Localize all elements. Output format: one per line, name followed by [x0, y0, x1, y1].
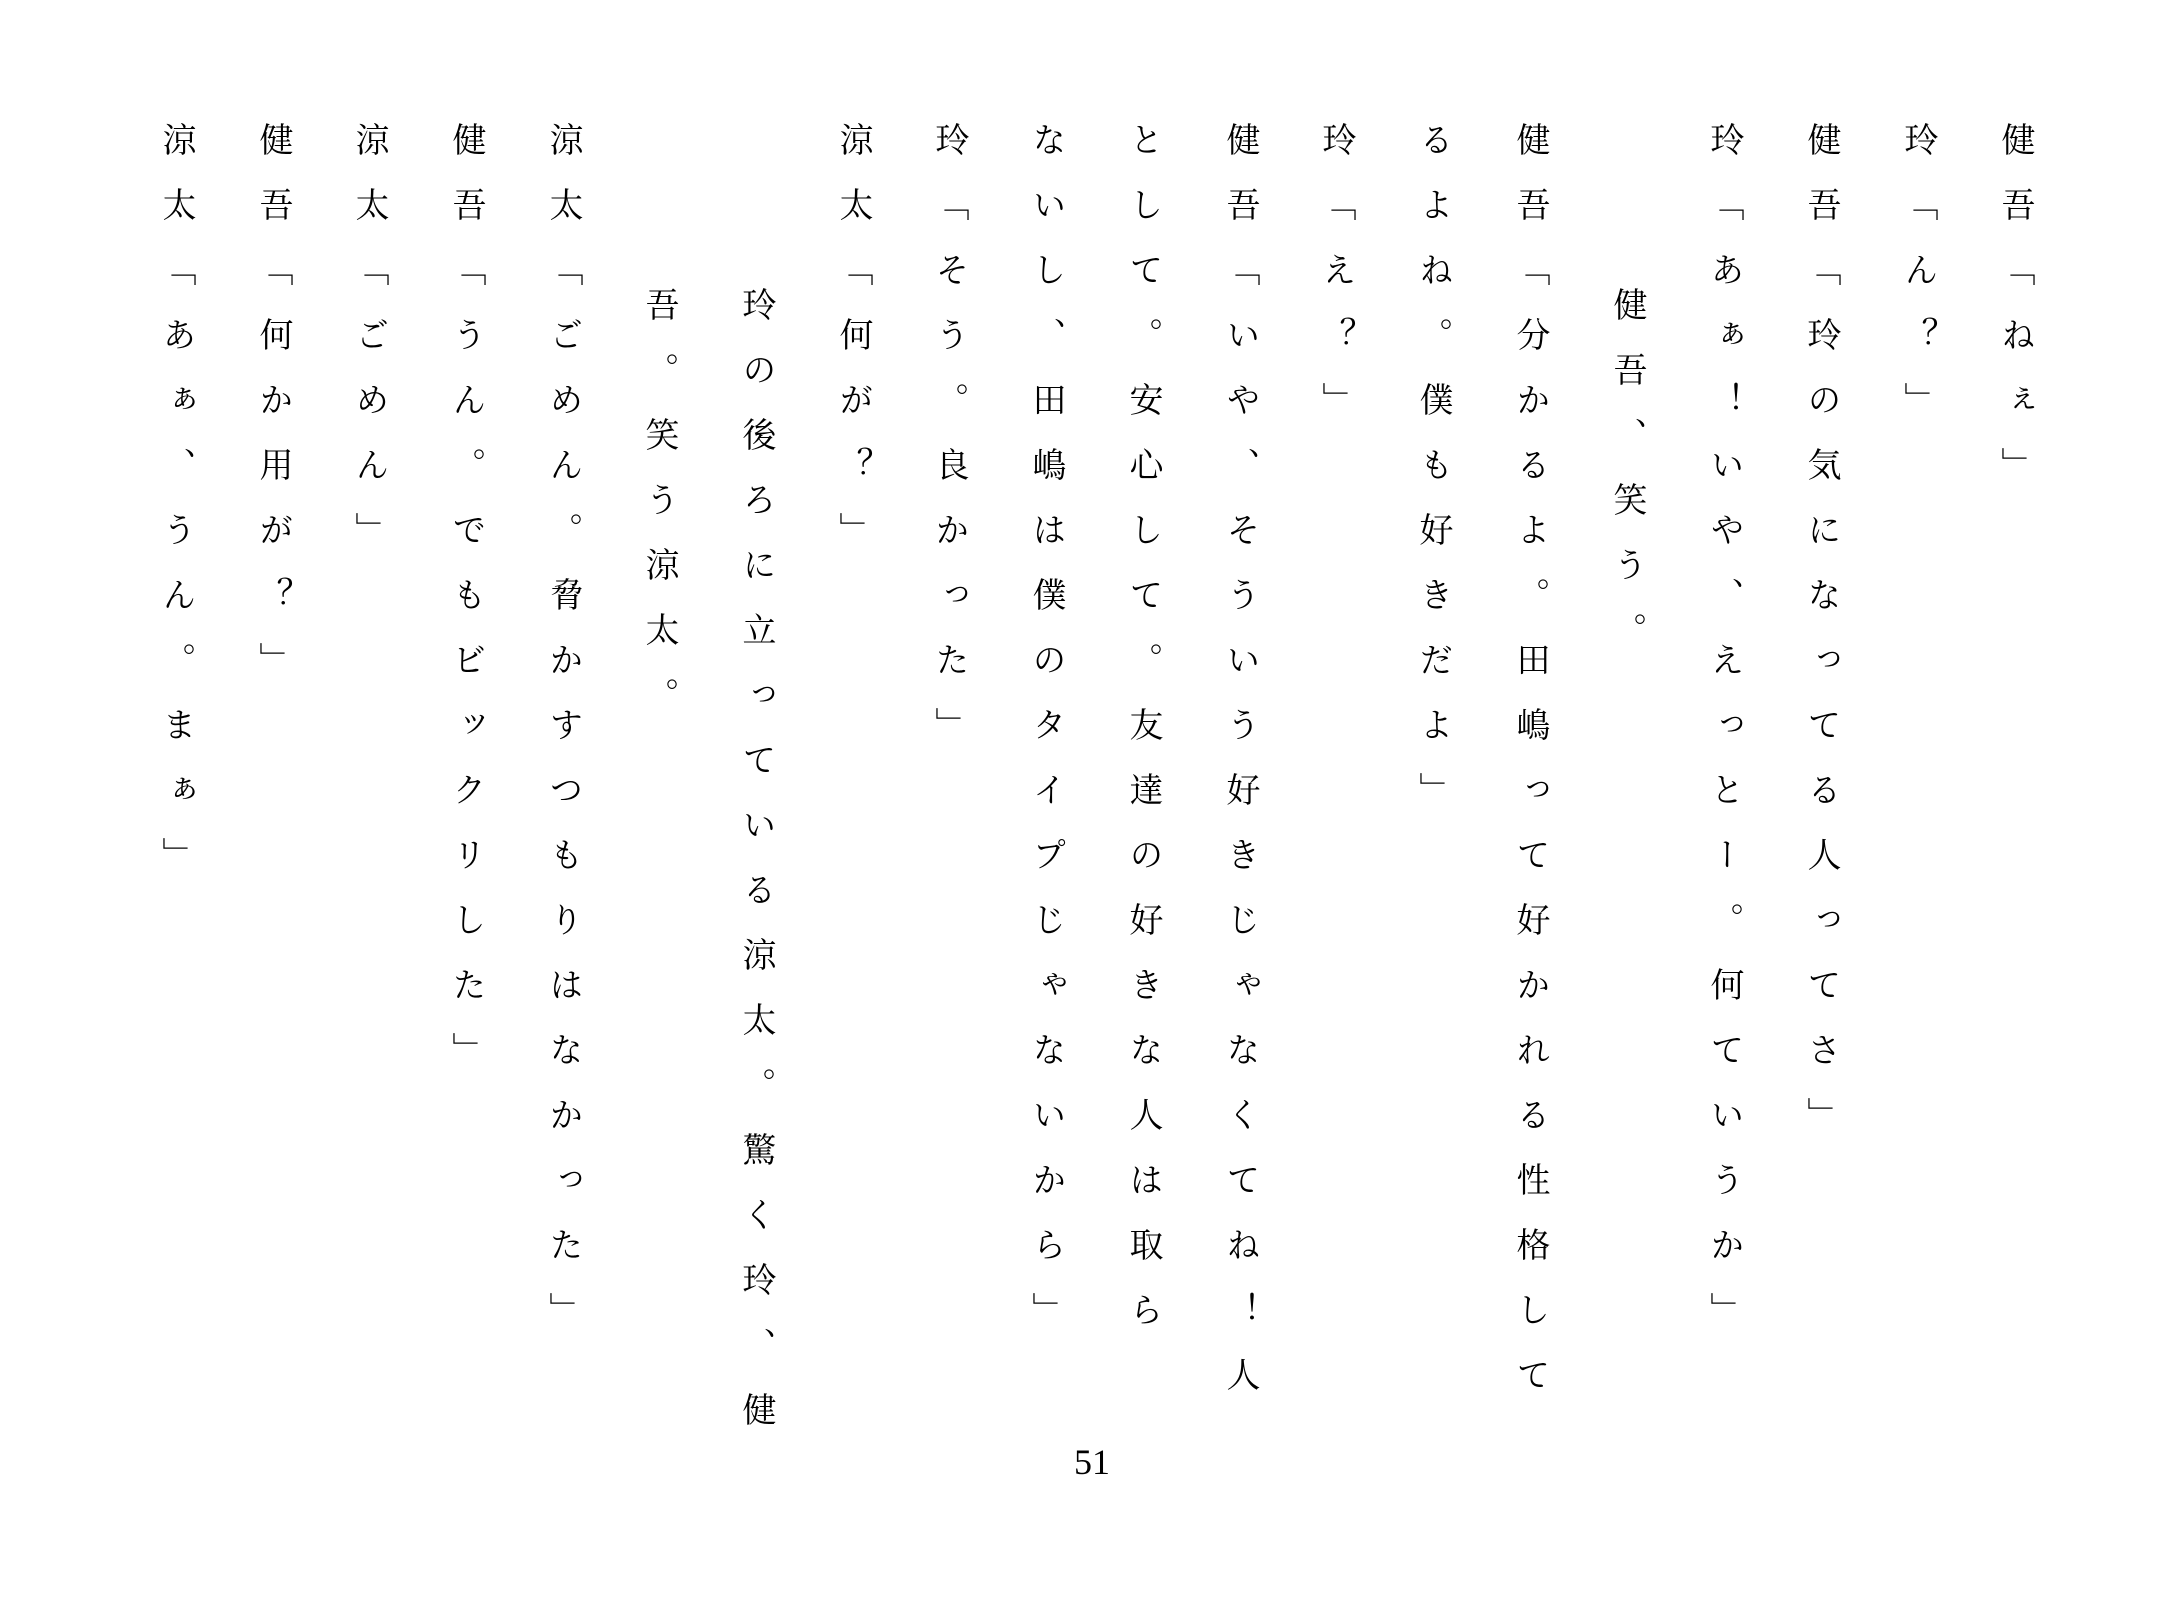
stage-direction: 健吾、笑う。	[1607, 287, 1647, 677]
dialogue-line: 玲「ん？」	[1898, 122, 1938, 447]
dialogue-line: 健吾「何か用が？」	[253, 122, 293, 707]
dialogue-line: 健吾「分かるよ。田嶋って好かれる性格して	[1510, 122, 1550, 1422]
stage-direction: 吾。笑う涼太。	[639, 287, 679, 742]
dialogue-line: 涼太「あぁ、うん。まぁ」	[156, 122, 196, 902]
dialogue-line: 玲「そう。良かった」	[929, 122, 969, 772]
dialogue-line: 健吾「うん。でもビックリした」	[446, 122, 486, 1097]
dialogue-line: 健吾「ねぇ」	[1995, 122, 2035, 512]
dialogue-line: 涼太「何が？」	[833, 122, 873, 577]
dialogue-line: 涼太「ごめん」	[349, 122, 389, 577]
stage-direction: 玲の後ろに立っている涼太。驚く玲、健	[736, 287, 776, 1457]
dialogue-line: 玲「あぁ！いや、えっとー。何ていうか」	[1704, 122, 1744, 1357]
dialogue-line: 玲「え？」	[1316, 122, 1356, 447]
dialogue-line: 涼太「ごめん。脅かすつもりはなかった」	[543, 122, 583, 1357]
page-number: 51	[1074, 1442, 1110, 1482]
dialogue-continuation: として。安心して。友達の好きな人は取ら	[1123, 122, 1163, 1357]
dialogue-continuation: ないし、田嶋は僕のタイプじゃないから」	[1026, 122, 1066, 1357]
dialogue-line: 健吾「いや、そういう好きじゃなくてね！人	[1220, 122, 1260, 1422]
dialogue-continuation: るよね。僕も好きだよ」	[1413, 122, 1453, 837]
dialogue-line: 健吾「玲の気になってる人ってさ」	[1801, 122, 1841, 1162]
